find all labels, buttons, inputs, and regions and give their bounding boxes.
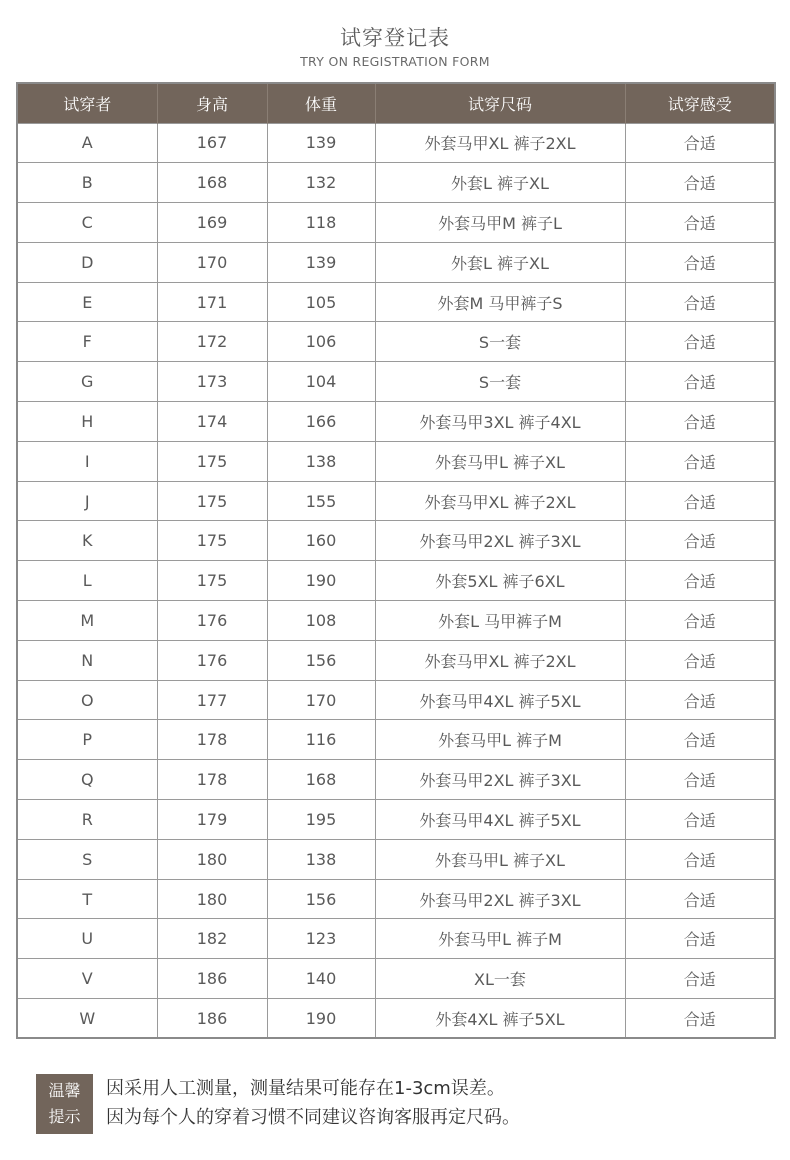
cell-size: 外套马甲2XL 裤子3XL: [375, 760, 625, 800]
registration-table-wrapper: [16, 82, 774, 1039]
cell-tester: E: [17, 282, 157, 322]
table-row: [17, 521, 775, 561]
cell-height: 180: [157, 879, 267, 919]
cell-feeling: 合适: [625, 760, 775, 800]
notice-line-1: 因采用人工测量，测量结果可能存在1-3cm误差。: [106, 1078, 505, 1099]
cell-weight: 168: [267, 760, 375, 800]
cell-size: 外套马甲4XL 裤子5XL: [375, 800, 625, 840]
cell-feeling: 合适: [625, 999, 775, 1039]
notice-text: [106, 1074, 520, 1132]
cell-weight: 156: [267, 879, 375, 919]
table-body: [17, 123, 775, 1038]
cell-height: 182: [157, 919, 267, 959]
cell-weight: 139: [267, 242, 375, 282]
cell-height: 178: [157, 760, 267, 800]
cell-height: 170: [157, 242, 267, 282]
notice-line-2: 因为每个人的穿着习惯不同建议咨询客服再定尺码。: [106, 1107, 520, 1128]
cell-weight: 123: [267, 919, 375, 959]
cell-feeling: 合适: [625, 521, 775, 561]
cell-weight: 190: [267, 999, 375, 1039]
cell-height: 167: [157, 123, 267, 163]
cell-weight: 105: [267, 282, 375, 322]
cell-size: 外套马甲L 裤子XL: [375, 839, 625, 879]
cell-height: 186: [157, 959, 267, 999]
page-subtitle: TRY ON REGISTRATION FORM: [300, 54, 490, 69]
cell-weight: 160: [267, 521, 375, 561]
table-row: [17, 282, 775, 322]
cell-size: 外套马甲M 裤子L: [375, 203, 625, 243]
table-header: [17, 83, 775, 123]
cell-tester: T: [17, 879, 157, 919]
cell-tester: S: [17, 839, 157, 879]
cell-weight: 195: [267, 800, 375, 840]
cell-size: 外套马甲XL 裤子2XL: [375, 123, 625, 163]
table-row: [17, 720, 775, 760]
notice-section: [36, 1072, 776, 1134]
cell-feeling: 合适: [625, 123, 775, 163]
cell-weight: 116: [267, 720, 375, 760]
cell-feeling: 合适: [625, 282, 775, 322]
cell-feeling: 合适: [625, 680, 775, 720]
cell-size: 外套马甲L 裤子M: [375, 720, 625, 760]
table-row: [17, 680, 775, 720]
table-row: [17, 402, 775, 442]
column-header-weight: 体重: [267, 83, 375, 123]
table-row: [17, 561, 775, 601]
cell-height: 168: [157, 163, 267, 203]
cell-size: 外套马甲2XL 裤子3XL: [375, 521, 625, 561]
cell-weight: 118: [267, 203, 375, 243]
cell-height: 186: [157, 999, 267, 1039]
cell-tester: I: [17, 441, 157, 481]
cell-weight: 138: [267, 441, 375, 481]
cell-weight: 170: [267, 680, 375, 720]
cell-tester: N: [17, 640, 157, 680]
cell-size: 外套4XL 裤子5XL: [375, 999, 625, 1039]
cell-tester: F: [17, 322, 157, 362]
table-row: [17, 322, 775, 362]
table-row: [17, 481, 775, 521]
table-row: [17, 640, 775, 680]
table-row: [17, 163, 775, 203]
cell-weight: 166: [267, 402, 375, 442]
cell-height: 176: [157, 640, 267, 680]
cell-feeling: 合适: [625, 441, 775, 481]
cell-height: 178: [157, 720, 267, 760]
cell-feeling: 合适: [625, 640, 775, 680]
cell-size: 外套马甲XL 裤子2XL: [375, 481, 625, 521]
cell-size: 外套马甲L 裤子XL: [375, 441, 625, 481]
cell-size: XL一套: [375, 959, 625, 999]
cell-height: 180: [157, 839, 267, 879]
cell-tester: Q: [17, 760, 157, 800]
cell-weight: 138: [267, 839, 375, 879]
cell-feeling: 合适: [625, 839, 775, 879]
cell-feeling: 合适: [625, 163, 775, 203]
cell-height: 172: [157, 322, 267, 362]
cell-size: 外套M 马甲裤子S: [375, 282, 625, 322]
cell-tester: H: [17, 402, 157, 442]
cell-tester: L: [17, 561, 157, 601]
cell-feeling: 合适: [625, 959, 775, 999]
cell-weight: 132: [267, 163, 375, 203]
cell-feeling: 合适: [625, 322, 775, 362]
cell-tester: U: [17, 919, 157, 959]
cell-height: 174: [157, 402, 267, 442]
cell-tester: K: [17, 521, 157, 561]
cell-weight: 156: [267, 640, 375, 680]
cell-size: S一套: [375, 322, 625, 362]
cell-size: 外套L 裤子XL: [375, 242, 625, 282]
cell-weight: 106: [267, 322, 375, 362]
column-header-size: 试穿尺码: [375, 83, 625, 123]
cell-size: 外套L 马甲裤子M: [375, 601, 625, 641]
notice-badge: [36, 1074, 93, 1134]
cell-tester: C: [17, 203, 157, 243]
column-header-height: 身高: [157, 83, 267, 123]
notice-badge-line2: 提示: [48, 1107, 81, 1126]
cell-height: 171: [157, 282, 267, 322]
cell-height: 176: [157, 601, 267, 641]
table-row: [17, 879, 775, 919]
cell-size: 外套马甲4XL 裤子5XL: [375, 680, 625, 720]
cell-tester: M: [17, 601, 157, 641]
cell-tester: B: [17, 163, 157, 203]
cell-height: 175: [157, 521, 267, 561]
cell-height: 175: [157, 441, 267, 481]
cell-size: 外套马甲L 裤子M: [375, 919, 625, 959]
column-header-feeling: 试穿感受: [625, 83, 775, 123]
cell-tester: P: [17, 720, 157, 760]
cell-weight: 104: [267, 362, 375, 402]
cell-weight: 139: [267, 123, 375, 163]
cell-feeling: 合适: [625, 561, 775, 601]
table-row: [17, 362, 775, 402]
cell-feeling: 合适: [625, 402, 775, 442]
table-header-row: [17, 83, 775, 123]
cell-size: 外套5XL 裤子6XL: [375, 561, 625, 601]
cell-weight: 155: [267, 481, 375, 521]
cell-size: 外套马甲2XL 裤子3XL: [375, 879, 625, 919]
cell-tester: J: [17, 481, 157, 521]
cell-feeling: 合适: [625, 720, 775, 760]
table-row: [17, 601, 775, 641]
cell-tester: G: [17, 362, 157, 402]
cell-size: S一套: [375, 362, 625, 402]
cell-height: 175: [157, 481, 267, 521]
cell-feeling: 合适: [625, 362, 775, 402]
cell-size: 外套马甲3XL 裤子4XL: [375, 402, 625, 442]
table-row: [17, 123, 775, 163]
cell-height: 179: [157, 800, 267, 840]
cell-tester: A: [17, 123, 157, 163]
cell-feeling: 合适: [625, 800, 775, 840]
cell-feeling: 合适: [625, 919, 775, 959]
cell-tester: O: [17, 680, 157, 720]
table-row: [17, 999, 775, 1039]
cell-height: 169: [157, 203, 267, 243]
table-row: [17, 203, 775, 243]
cell-feeling: 合适: [625, 481, 775, 521]
cell-tester: W: [17, 999, 157, 1039]
cell-weight: 140: [267, 959, 375, 999]
notice-badge-line1: 温馨: [48, 1081, 81, 1100]
cell-feeling: 合适: [625, 203, 775, 243]
page-header: [0, 24, 790, 70]
cell-tester: R: [17, 800, 157, 840]
cell-size: 外套马甲XL 裤子2XL: [375, 640, 625, 680]
cell-feeling: 合适: [625, 242, 775, 282]
table-row: [17, 242, 775, 282]
cell-height: 177: [157, 680, 267, 720]
table-row: [17, 959, 775, 999]
cell-tester: V: [17, 959, 157, 999]
cell-feeling: 合适: [625, 601, 775, 641]
page-title: 试穿登记表: [340, 26, 450, 50]
cell-tester: D: [17, 242, 157, 282]
table-row: [17, 800, 775, 840]
cell-height: 173: [157, 362, 267, 402]
cell-weight: 108: [267, 601, 375, 641]
registration-table: [16, 82, 776, 1039]
table-row: [17, 760, 775, 800]
table-row: [17, 441, 775, 481]
table-row: [17, 919, 775, 959]
table-row: [17, 839, 775, 879]
cell-height: 175: [157, 561, 267, 601]
cell-feeling: 合适: [625, 879, 775, 919]
column-header-tester: 试穿者: [17, 83, 157, 123]
cell-weight: 190: [267, 561, 375, 601]
cell-size: 外套L 裤子XL: [375, 163, 625, 203]
